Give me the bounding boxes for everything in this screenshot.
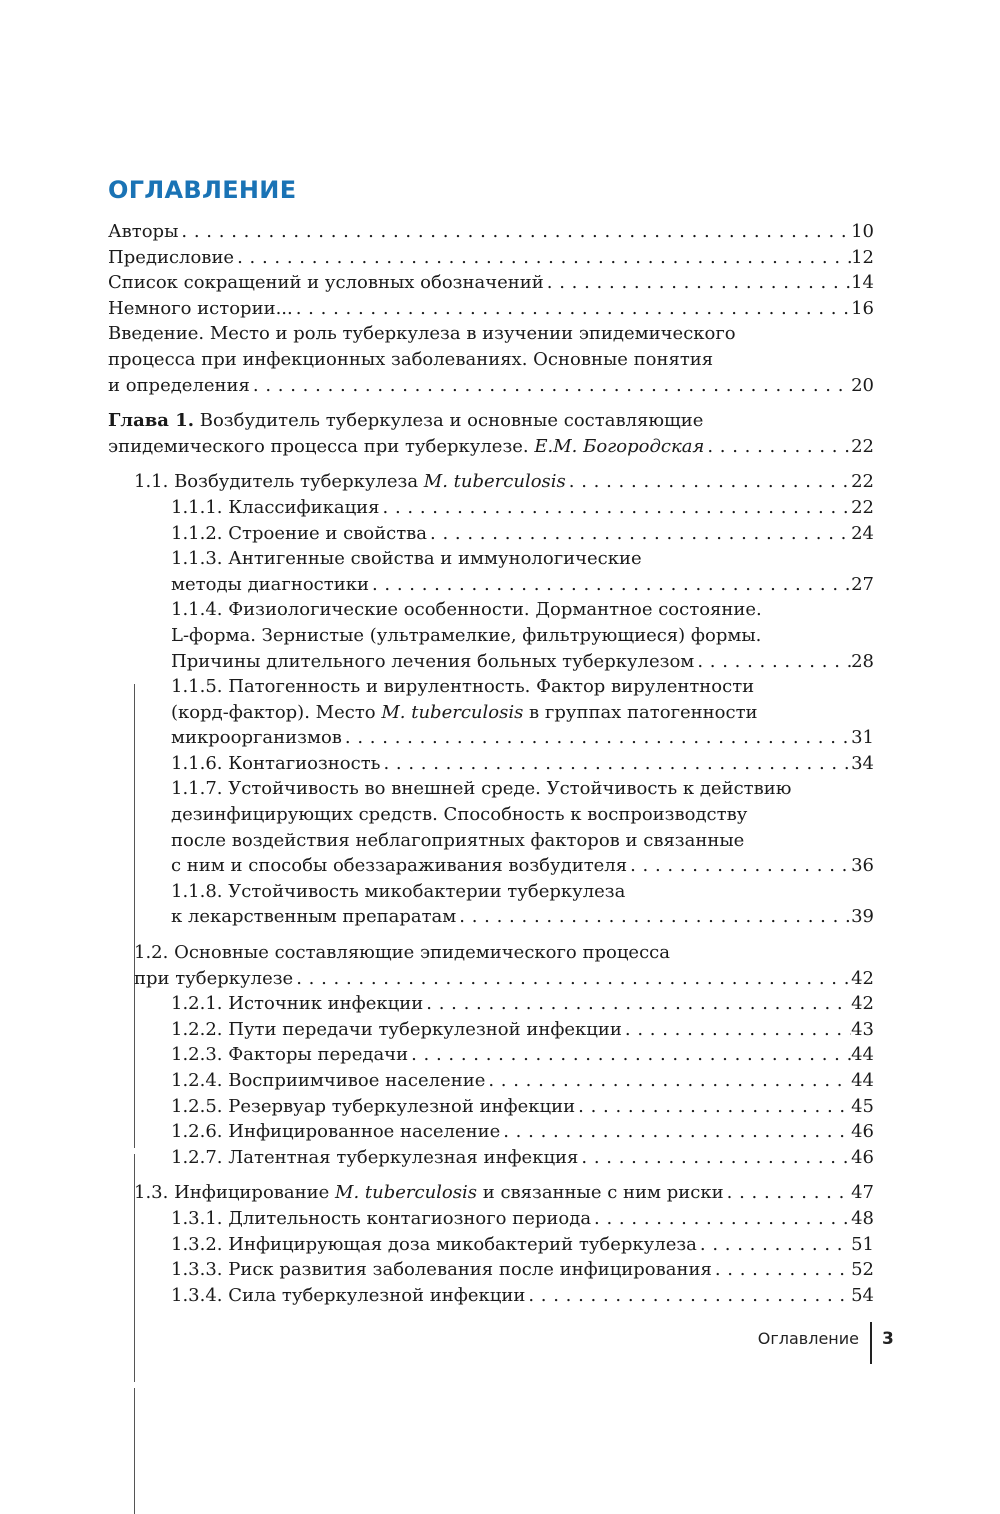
- entry-title: 1.2.3. Факторы передачи: [171, 1044, 409, 1066]
- entry-title: 1.2.2. Пути передачи туберкулезной инфекции: [171, 1018, 622, 1040]
- leader-dots: [500, 1119, 851, 1145]
- leader-dots: [694, 649, 851, 675]
- entry-italic: M. tuberculosis: [335, 1182, 477, 1204]
- toc-entry-1-2-2[interactable]: [108, 1017, 874, 1043]
- entry-line: и определения: [108, 374, 250, 396]
- page-number: 31: [851, 727, 874, 749]
- page-number: 22: [851, 496, 874, 518]
- page-number: 14: [851, 272, 874, 294]
- page-number: 39: [851, 906, 874, 928]
- leader-dots: [234, 245, 851, 271]
- page-number: 22: [851, 435, 874, 457]
- leader-dots: [456, 904, 851, 930]
- toc-entry-1-1-6[interactable]: [108, 751, 874, 777]
- toc-entry-chapter-1[interactable]: [108, 408, 874, 459]
- leader-dots: [408, 1042, 851, 1068]
- toc-entry-1-1-2[interactable]: [108, 521, 874, 547]
- entry-title: 1.2.7. Латентная туберкулезная инфекция: [171, 1146, 579, 1168]
- toc-entry-1-1-1[interactable]: [108, 495, 874, 521]
- page-number: 16: [851, 297, 874, 319]
- entry-line: L-форма. Зернистые (ультрамелкие, фильтрующиеся) формы.: [171, 624, 762, 646]
- entry-line: Возбудитель туберкулеза и основные составляющие: [194, 410, 704, 432]
- entry-title: 1.2.5. Резервуар туберкулезной инфекции: [171, 1095, 576, 1117]
- page-number: 45: [851, 1095, 874, 1117]
- page-number: 54: [851, 1284, 874, 1306]
- entry-line: микроорганизмов: [171, 727, 342, 749]
- leader-dots: [578, 1145, 851, 1171]
- toc-entry-1-3-1[interactable]: [108, 1206, 874, 1232]
- leader-dots: [427, 521, 851, 547]
- page-number: 48: [851, 1207, 874, 1229]
- chapter-author: Е.М. Богородская: [534, 435, 705, 457]
- entry-title: 1.2.4. Восприимчивое население: [171, 1070, 486, 1091]
- page-number: 44: [851, 1070, 874, 1091]
- page-number: 28: [851, 650, 874, 672]
- toc-entry-1-3-2[interactable]: [108, 1232, 874, 1258]
- entry-line: методы диагностики: [171, 573, 369, 595]
- toc-entry-1-2-6[interactable]: [108, 1119, 874, 1145]
- leader-dots: [380, 495, 852, 521]
- leader-dots: [544, 270, 851, 296]
- toc-entry-1-2-4[interactable]: [108, 1068, 874, 1094]
- entry-title: 1.1.6. Контагиозность: [171, 752, 381, 774]
- toc-entry-preface[interactable]: [108, 245, 874, 271]
- page-number: 52: [851, 1259, 874, 1281]
- leader-dots: [566, 469, 851, 495]
- leader-dots: [704, 434, 851, 460]
- entry-line: после воздействия неблагоприятных факторов и связанные: [171, 829, 745, 851]
- entry-line: Введение. Место и роль туберкулеза в изучении эпидемического: [108, 323, 736, 345]
- leader-dots: [712, 1257, 851, 1283]
- table-of-contents: [108, 219, 874, 1308]
- page-title: ОГЛАВЛЕНИЕ: [108, 176, 297, 204]
- toc-entry-1-1-4[interactable]: [108, 597, 874, 674]
- page-number: 34: [851, 752, 874, 774]
- leader-dots: [369, 572, 851, 598]
- leader-dots: [724, 1180, 851, 1206]
- toc-entry-1-1-3[interactable]: [108, 546, 874, 597]
- entry-line: в группах патогенности: [523, 701, 758, 723]
- entry-line: 1.1.5. Патогенность и вирулентность. Фактор вирулентности: [171, 676, 755, 698]
- page-number: 46: [851, 1121, 874, 1143]
- leader-dots: [250, 373, 851, 399]
- page-number: 46: [851, 1146, 874, 1168]
- page-number: 51: [851, 1233, 874, 1255]
- entry-line: к лекарственным препаратам: [171, 906, 457, 928]
- leader-dots: [591, 1206, 851, 1232]
- entry-italic: M. tuberculosis: [381, 701, 524, 723]
- entry-title: 1.1.1. Классификация: [171, 496, 380, 518]
- toc-entry-1-2[interactable]: [108, 940, 874, 991]
- leader-dots: [342, 725, 851, 751]
- leader-dots: [293, 296, 851, 322]
- toc-entry-introduction[interactable]: [108, 321, 874, 398]
- entry-line: с ним и способы обеззараживания возбудителя: [171, 855, 628, 877]
- toc-entry-1-2-5[interactable]: [108, 1094, 874, 1120]
- toc-entry-1-2-3[interactable]: [108, 1042, 874, 1068]
- toc-entry-1-1-7[interactable]: [108, 776, 874, 878]
- page-number: 22: [851, 471, 874, 493]
- running-footer-label: Оглавление: [757, 1329, 859, 1348]
- entry-line: 1.1.4. Физиологические особенности. Дормантное состояние.: [171, 599, 762, 621]
- toc-entry-abbreviations[interactable]: [108, 270, 874, 296]
- entry-title: Немного истории...: [108, 297, 293, 319]
- page-number: 12: [851, 246, 874, 268]
- toc-entry-history[interactable]: [108, 296, 874, 322]
- page-number: 10: [851, 221, 874, 242]
- page-number: 20: [851, 374, 874, 396]
- entry-title: 1.3.2. Инфицирующая доза микобактерий туберкулеза: [171, 1233, 697, 1255]
- leader-dots: [575, 1094, 851, 1120]
- entry-title: Авторы: [108, 221, 179, 242]
- leader-dots: [293, 966, 851, 992]
- entry-title: 1.3.3. Риск развития заболевания после инфицирования: [171, 1259, 712, 1281]
- page-number: 24: [851, 522, 874, 544]
- entry-title: 1.3.1. Длительность контагиозного периода: [171, 1207, 592, 1229]
- page-number: 27: [851, 573, 874, 595]
- page-number: 44: [851, 1044, 874, 1066]
- page-number: 47: [851, 1182, 874, 1204]
- entry-line: Причины длительного лечения больных туберкулезом: [171, 650, 695, 672]
- entry-line: эпидемического процесса при туберкулезе.: [108, 435, 535, 457]
- entry-title: 1.3.4. Сила туберкулезной инфекции: [171, 1284, 526, 1306]
- leader-dots: [380, 751, 851, 777]
- entry-title: 1.1. Возбудитель туберкулеза: [134, 471, 424, 493]
- toc-entry-1-1-8[interactable]: [108, 879, 874, 930]
- leader-dots: [697, 1232, 851, 1258]
- section-bar: [134, 1388, 135, 1514]
- leader-dots: [622, 1017, 851, 1043]
- toc-entry-1-1[interactable]: [108, 469, 874, 495]
- entry-title: 1.3. Инфицирование: [134, 1182, 336, 1204]
- entry-line: (корд-фактор). Место: [171, 701, 382, 723]
- toc-entry-1-3-4[interactable]: [108, 1283, 874, 1309]
- page-number: 36: [851, 855, 874, 877]
- toc-entry-1-2-1[interactable]: [108, 991, 874, 1017]
- entry-italic: M. tuberculosis: [423, 471, 566, 493]
- entry-line: 1.1.3. Антигенные свойства и иммунологические: [171, 548, 642, 570]
- toc-entry-1-3[interactable]: [108, 1180, 874, 1206]
- entry-line: 1.2. Основные составляющие эпидемического процесса: [134, 942, 670, 964]
- entry-title: 1.2.1. Источник инфекции: [171, 993, 424, 1015]
- entry-title: 1.2.6. Инфицированное население: [171, 1121, 501, 1143]
- leader-dots: [178, 219, 851, 245]
- entry-line: 1.1.8. Устойчивость микобактерии туберкулеза: [171, 880, 626, 902]
- toc-entry-1-2-7[interactable]: [108, 1145, 874, 1171]
- entry-line: 1.1.7. Устойчивость во внешней среде. Устойчивость к действию: [171, 778, 792, 800]
- entry-line: процесса при инфекционных заболеваниях. Основные понятия: [108, 348, 714, 370]
- entry-title: и связанные с ним риски: [477, 1182, 724, 1204]
- toc-entry-authors[interactable]: [108, 219, 874, 245]
- leader-dots: [627, 853, 851, 879]
- entry-line: дезинфицирующих средств. Способность к воспроизводству: [171, 804, 748, 826]
- toc-entry-1-1-5[interactable]: [108, 674, 874, 751]
- chapter-label: Глава 1.: [108, 410, 195, 432]
- leader-dots: [525, 1283, 851, 1309]
- page-number: 43: [851, 1018, 874, 1040]
- entry-title: 1.1.2. Строение и свойства: [171, 522, 428, 544]
- page-number: 42: [851, 967, 874, 989]
- entry-title: Список сокращений и условных обозначений: [108, 272, 544, 294]
- toc-entry-1-3-3[interactable]: [108, 1257, 874, 1283]
- entry-title: Предисловие: [108, 246, 235, 268]
- entry-line: при туберкулезе: [134, 967, 294, 989]
- page-number: 42: [851, 993, 874, 1015]
- footer-divider: [870, 1322, 872, 1364]
- leader-dots: [485, 1068, 851, 1094]
- leader-dots: [423, 991, 851, 1017]
- page-number-footer: 3: [882, 1329, 894, 1349]
